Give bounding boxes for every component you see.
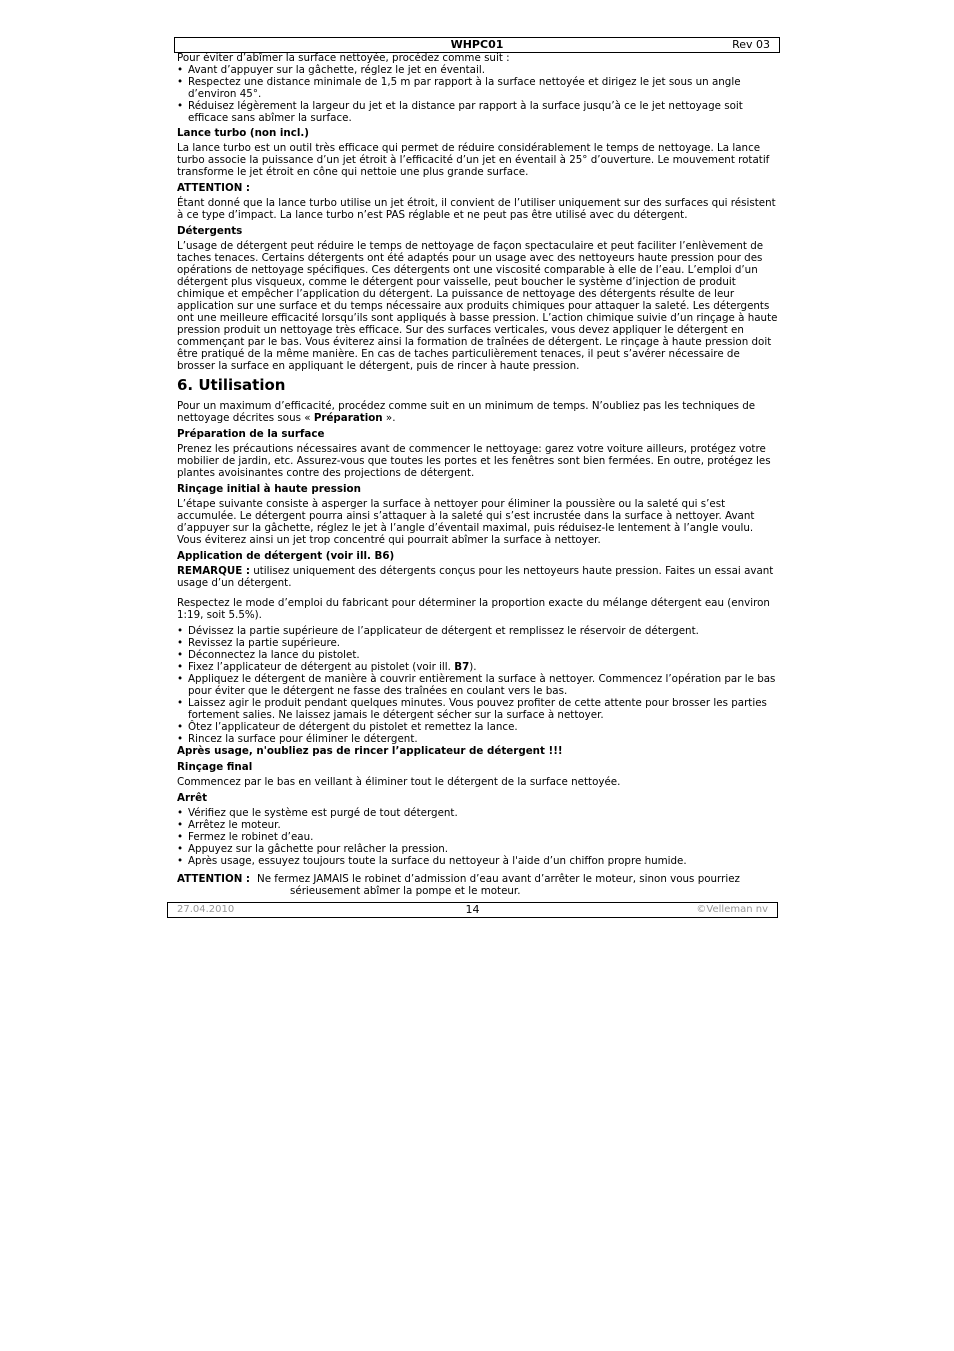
page-number: 14 (465, 903, 480, 916)
model-code: WHPC01 (450, 38, 504, 51)
prep-text: Prenez les précautions nécessaires avant de commencer le nettoyage: garez votre voiture ailleurs, protégez votre mobilier de jardin, etc. Assurez-vous que toutes les portes et les fenêtres sont bien fermées. En outre, protégez les plantes avoisinantes contre des projections de détergent. (177, 443, 771, 479)
section-title: 6. Utilisation (177, 376, 286, 394)
footer-copyright: ©Velleman nv (696, 904, 768, 915)
lance-text: La lance turbo est un outil très efficace qui permet de réduire considérablement le temps de nettoyage. La lance turbo associe la puissance d’un jet étroit à l’efficacité d’un jet en éventail à 25° d’ouverture. Le mouvement rotatif transforme le jet étroit en cône qui nettoie une plus grande surface. (177, 142, 770, 178)
attention-line: sérieusement abîmer la pompe et le moteur. (290, 885, 521, 897)
list-item: • Respectez une distance minimale de 1,5 m par rapport à la surface nettoyée et dirigez le jet sous un angle d’environ 45°. (177, 76, 780, 100)
arret-attention (177, 873, 780, 897)
rinse-text: L’étape suivante consiste à asperger la surface à nettoyer pour éliminer la poussière ou la saleté qui s’est accumulée. Le détergent pourra ainsi s’attaquer à la saleté qui s’est incrustée dans la surface à nettoyer. Avant d’appuyer sur la gâchette, réglez le jet à l’angle d’éventail maximal, puis réduisez-le lentement à l’angle voulu. Vous éviterez ainsi un jet trop concentré qui pourrait abîmer la surface à nettoyer. (177, 498, 755, 546)
detergents-heading: Détergents (177, 225, 243, 237)
arret-list (177, 807, 780, 867)
list-item: • Arrêtez le moteur. (177, 819, 780, 831)
list-item: • Laissez agir le produit pendant quelques minutes. Vous pouvez profiter de cette attente pour brosser les parties fortement salies. Ne laissez jamais le détergent sécher sur la surface à nettoyer. (177, 697, 780, 721)
list-item: • Réduisez légèrement la largeur du jet et la distance par rapport à la surface jusqu’à ce le jet nettoyage soit efficace sans abîmer la surface. (177, 100, 780, 124)
application-list (177, 625, 780, 745)
page-header (174, 37, 780, 53)
revision: Rev 03 (732, 38, 770, 51)
final-heading: Rinçage final (177, 761, 253, 773)
footer-date: 27.04.2010 (177, 904, 235, 915)
lance-attention-text: Étant donné que la lance turbo utilise un jet étroit, il convient de l’utiliser uniquement sur des surfaces qui résistent à ce type d’impact. La lance turbo n’est PAS réglable et ne peut pas être utilisé avec du détergent. (177, 197, 776, 221)
attention-line: Ne fermez JAMAIS le robinet d’admission d’eau avant d’arrêter le moteur, sinon vous pourriez (257, 873, 740, 885)
list-item: • Fermez le robinet d’eau. (177, 831, 780, 843)
mix-text: Respectez le mode d’emploi du fabricant pour déterminer la proportion exacte du mélange détergent eau (environ 1:19, soit 5.5%). (177, 597, 770, 621)
list-item: • Déconnectez la lance du pistolet. (177, 649, 780, 661)
list-item: • Rincez la surface pour éliminer le détergent. (177, 733, 780, 745)
page-content (177, 52, 780, 897)
arret-heading: Arrêt (177, 792, 208, 804)
prep-heading: Préparation de la surface (177, 428, 325, 440)
list-item: • Appuyez sur la gâchette pour relâcher la pression. (177, 843, 780, 855)
page-footer (167, 902, 778, 918)
rinse-heading: Rinçage initial à haute pression (177, 483, 361, 495)
final-text: Commencez par le bas en veillant à éliminer tout le détergent de la surface nettoyée. (177, 776, 621, 788)
list-item: • Fixez l’applicateur de détergent au pistolet (voir ill. B7). (177, 661, 780, 673)
attention-label: ATTENTION : (177, 873, 251, 885)
intro-list (177, 64, 780, 124)
intro-lead: Pour éviter d’abîmer la surface nettoyée, procédez comme suit : (177, 52, 510, 64)
detergents-text: L’usage de détergent peut réduire le temps de nettoyage de façon spectaculaire et peut faciliter l’enlèvement de taches tenaces. Certains détergents ont été adaptés pour un usage avec des nettoyeurs haute pression pour des opérations de nettoyage spécifiques. Ces détergents ont une viscosité comparable à elle de l’eau. L’emploi d’un détergent plus visqueux, comme le détergent pour vaisselle, peut boucher le système d’injection de produit chimique et empêcher l’application du détergent. La puissance de nettoyage des détergents résulte de leur application sur une surface et du temps nécessaire aux produits chimiques pour attaquer la saleté. Les détergents ont une meilleure efficacité lorsqu’ils sont appliqués à basse pression. L’action chimique suivie d’un rinçage à haute pression produit un nettoyage très efficace. Sur des surfaces verticales, vous devez appliquer le détergent en commençant par le bas. Vous éviterez ainsi la formation de traînées de détergent. Le rinçage à haute pression doit être pratiqué de la même manière. En cas de taches particulièrement tenaces, il peut s’avérer nécessaire de brosser la surface en appliquant le détergent, puis de rincer à haute pression. (177, 240, 778, 372)
application-heading: Application de détergent (voir ill. B6) (177, 550, 395, 562)
list-item: • Avant d’appuyer sur la gâchette, réglez le jet en éventail. (177, 64, 780, 76)
list-item: • Ôtez l’applicateur de détergent du pistolet et remettez la lance. (177, 721, 780, 733)
lance-heading: Lance turbo (non incl.) (177, 127, 310, 139)
remarque: REMARQUE : utilisez uniquement des détergents conçus pour les nettoyeurs haute pression. Faites un essai avant usage d’un détergent. (177, 565, 774, 589)
utilisation-intro: Pour un maximum d’efficacité, procédez comme suit en un minimum de temps. N’oubliez pas les techniques de nettoyage décrites sous « Préparation ». (177, 400, 756, 424)
lance-attention-heading: ATTENTION : (177, 182, 251, 194)
list-item: • Après usage, essuyez toujours toute la surface du nettoyeur à l'aide d’un chiffon propre humide. (177, 855, 780, 867)
application-warning: Après usage, n'oubliez pas de rincer l’applicateur de détergent !!! (177, 745, 563, 757)
list-item: • Revissez la partie supérieure. (177, 637, 780, 649)
list-item: • Dévissez la partie supérieure de l’applicateur de détergent et remplissez le réservoir de détergent. (177, 625, 780, 637)
list-item: • Appliquez le détergent de manière à couvrir entièrement la surface à nettoyer. Commencez l’opération par le bas pour éviter que le détergent ne fasse des traînées en coulant vers le bas. (177, 673, 780, 697)
list-item: • Vérifiez que le système est purgé de tout détergent. (177, 807, 780, 819)
